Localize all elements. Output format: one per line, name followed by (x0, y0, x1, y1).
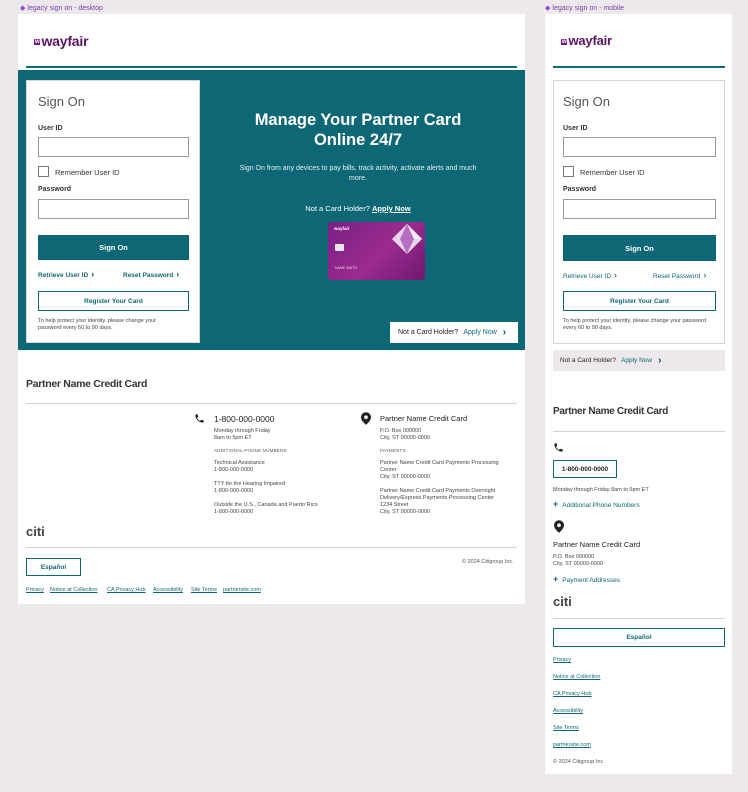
register-card-button[interactable]: Register Your Card (563, 291, 716, 311)
remember-user-id-label: Remember User ID (55, 168, 120, 177)
mobile-frame (545, 14, 732, 774)
credit-card-image (328, 222, 425, 280)
address-city: City, ST 00000-0000 (380, 435, 430, 441)
section-divider (26, 403, 517, 404)
notice-at-collection-link[interactable]: Notice at Collection (50, 587, 98, 593)
address-name: Partner Name Credit Card (553, 540, 641, 549)
section-divider (553, 431, 725, 432)
apply-now-link[interactable]: Apply Now (621, 357, 653, 364)
payment-addresses-text: Payment Addresses (562, 577, 621, 584)
chevron-right-icon: › (703, 270, 707, 280)
card-chip (335, 244, 344, 251)
plus-icon: + (553, 499, 559, 509)
citi-logo: citi (26, 524, 45, 539)
logo-text: wayfair (41, 33, 89, 49)
user-id-label: User ID (563, 125, 588, 132)
hero-not-holder-text: Not a Card Holder? (305, 204, 370, 213)
chevron-right-icon: › (658, 355, 662, 366)
espanol-button[interactable]: Español (553, 628, 725, 647)
hero-apply-now-link[interactable]: Apply Now (371, 204, 411, 213)
reset-password-link[interactable] (653, 270, 706, 280)
accessibility-link[interactable]: Accessibility (553, 708, 583, 714)
footer-divider (26, 547, 517, 548)
retrieve-user-id-text: Retrieve User ID (38, 272, 89, 279)
diamond-icon: ◆ (20, 5, 26, 12)
location-pin-icon (554, 520, 564, 533)
signin-card (26, 80, 200, 343)
citi-logo: citi (553, 594, 572, 609)
overnight-line-2: Delivery/Express Payments Processing Center (380, 495, 495, 501)
password-label: Password (38, 186, 72, 193)
reset-password-text: Reset Password (123, 272, 174, 279)
section-title: Partner Name Credit Card (26, 378, 148, 390)
payments-caps: PAYMENTS (380, 448, 406, 453)
password-label: Password (563, 186, 597, 193)
not-holder-question: Not a Card Holder? (560, 357, 616, 364)
retrieve-user-id-link[interactable] (38, 269, 94, 279)
copyright: © 2024 Citigroup Inc. (553, 759, 605, 765)
tech-assist-label: Technical Assistance (214, 460, 265, 466)
apply-now-link[interactable]: Apply Now (463, 329, 497, 336)
accessibility-link[interactable]: Accessibility (153, 587, 183, 593)
section-title: Partner Name Credit Card (553, 406, 669, 417)
reset-password-text: Reset Password (653, 273, 701, 280)
password-input[interactable] (563, 199, 716, 219)
card-holder-name: NAME SMITH (335, 266, 357, 270)
espanol-button[interactable]: Español (26, 558, 81, 576)
mobile-hours: Monday through Friday 8am to 5pm ET (553, 487, 649, 493)
wayfair-logo[interactable] (34, 33, 88, 49)
hero-title: Manage Your Partner Card Online 24/7 (254, 111, 462, 149)
partnersite-link[interactable]: partnersite.com (553, 742, 591, 748)
privacy-link[interactable]: Privacy (26, 587, 45, 593)
phone-icon (553, 442, 564, 453)
hero-not-card-holder (250, 204, 466, 213)
mobile-label-text: legacy sign on - mobile (552, 5, 624, 12)
hero-subtitle: Sign On from any devices to pay bills, track activity, activate alerts and much more. (239, 165, 477, 182)
tech-assist-phone: 1-800-000-0000 (214, 467, 254, 473)
payments-line-2: Center (380, 467, 397, 473)
overnight-city: City, ST 00000-0000 (380, 509, 430, 515)
hours-line-1: Monday through Friday (214, 428, 271, 434)
privacy-link[interactable]: Privacy (553, 657, 572, 663)
not-card-holder-box[interactable] (390, 322, 518, 343)
plus-icon: + (553, 574, 559, 584)
remember-user-id-checkbox[interactable] (38, 166, 49, 177)
address-city: City, ST 00000-0000 (553, 561, 603, 567)
header-divider (26, 66, 517, 68)
desktop-frame-label (20, 4, 103, 12)
signin-card (553, 80, 725, 344)
location-pin-icon (361, 412, 371, 425)
phone-icon (194, 413, 205, 424)
copyright: © 2024 Citigroup Inc. (462, 559, 514, 565)
retrieve-user-id-link[interactable] (563, 270, 617, 280)
partnersite-link[interactable]: partnersite.com (223, 587, 261, 593)
ca-privacy-hub-link[interactable]: CA Privacy Hub (553, 691, 592, 697)
payment-addresses-link[interactable] (553, 574, 620, 584)
main-phone: 1-800-000-0000 (214, 414, 275, 424)
logo-mark: w (35, 39, 40, 46)
logo-mark: w (562, 38, 567, 45)
header-divider (553, 66, 725, 68)
chevron-right-icon: › (176, 269, 180, 279)
user-id-label: User ID (38, 125, 63, 132)
password-input[interactable] (38, 199, 189, 219)
overnight-line-1: Partner Name Credit Card Payments Overnight (380, 488, 496, 494)
address-po-box: P.O. Box 000000 (553, 554, 595, 560)
outside-us-label: Outside the U.S., Canada and Puerto Rico (214, 502, 318, 508)
user-id-input[interactable] (563, 137, 716, 157)
sign-on-button[interactable]: Sign On (563, 235, 716, 261)
payments-city: City, ST 00000-0000 (380, 474, 430, 480)
user-id-input[interactable] (38, 137, 189, 157)
address-po-box: P.O. Box 000000 (380, 428, 422, 434)
not-holder-question: Not a Card Holder? (398, 329, 459, 336)
retrieve-user-id-text: Retrieve User ID (563, 273, 612, 280)
wayfair-gem-icon (392, 224, 422, 254)
protect-identity-note: To help protect your identity, please change your password every 60 to 90 days. (563, 318, 706, 331)
notice-at-collection-link[interactable]: Notice at Collection (553, 674, 601, 680)
main-phone-button[interactable]: 1-800-000-0000 (553, 460, 617, 478)
additional-phone-link[interactable] (553, 499, 640, 509)
outside-us-phone: 1-800-000-0000 (214, 509, 254, 515)
additional-phone-text: Additional Phone Numbers (562, 502, 640, 509)
address-name: Partner Name Credit Card (380, 414, 468, 423)
remember-user-id-label: Remember User ID (580, 168, 645, 177)
hours-line-2: 8am to 5pm ET (214, 435, 252, 441)
chevron-right-icon: › (502, 327, 507, 338)
register-card-button[interactable]: Register Your Card (38, 291, 189, 311)
signin-title: Sign On (563, 94, 610, 109)
chevron-right-icon: › (91, 269, 95, 279)
sign-on-button[interactable]: Sign On (38, 235, 189, 260)
logo-text: wayfair (568, 33, 612, 48)
tty-label: TTY for the Hearing Impaired (214, 481, 286, 487)
tty-phone: 1-800-000-0000 (214, 488, 254, 494)
ca-privacy-hub-link[interactable]: CA Privacy Hub (107, 587, 146, 593)
not-card-holder-box[interactable] (553, 350, 725, 371)
diamond-icon: ◆ (545, 5, 551, 12)
chevron-right-icon: › (614, 270, 618, 280)
payments-line-1: Partner Name Credit Card Payments Processing (380, 460, 499, 466)
reset-password-link[interactable] (123, 269, 179, 279)
footer-divider (553, 618, 725, 619)
signin-title: Sign On (38, 94, 85, 109)
desktop-frame (18, 14, 525, 604)
remember-user-id-checkbox[interactable] (563, 166, 574, 177)
wayfair-logo[interactable] (561, 33, 612, 48)
site-terms-link[interactable]: Site Terms (553, 725, 579, 731)
additional-phone-caps: ADDITIONAL PHONE NUMBERS (214, 448, 287, 453)
site-terms-link[interactable]: Site Terms (191, 587, 217, 593)
protect-identity-note: To help protect your identity, please change your password every 60 to 90 days. (38, 318, 156, 331)
mobile-frame-label (545, 4, 624, 12)
desktop-label-text: legacy sign on - desktop (27, 5, 103, 12)
overnight-street: 1234 Street (380, 502, 409, 508)
card-brand-text: wayfair (334, 226, 350, 231)
